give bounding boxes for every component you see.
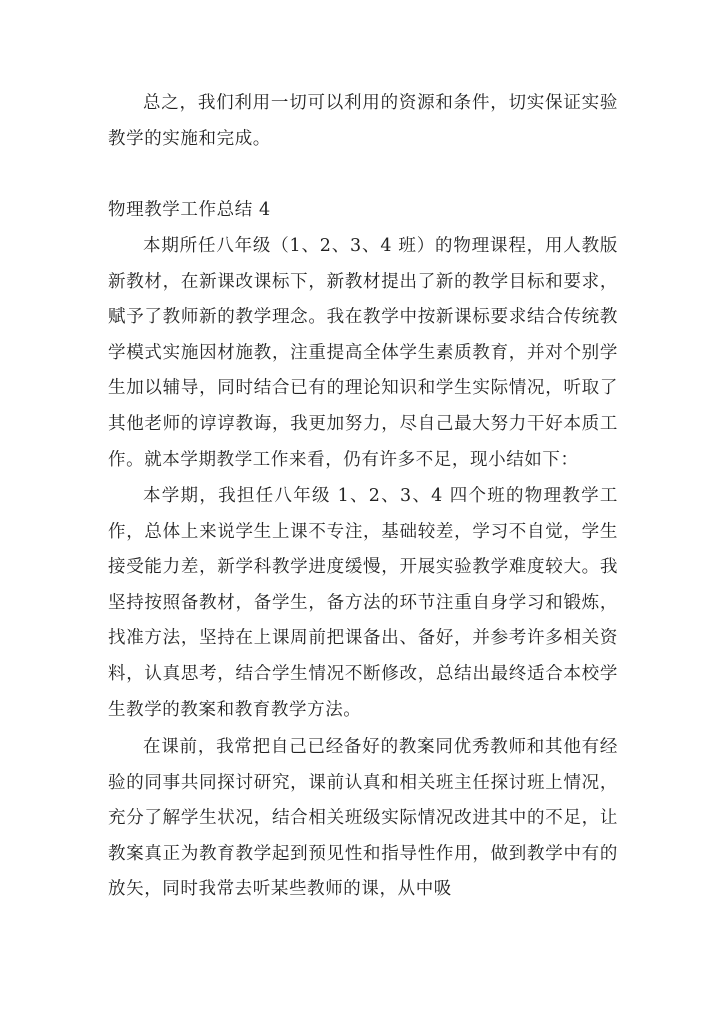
section-heading: 物理教学工作总结 4 xyxy=(108,200,271,220)
paragraph-semester: 本学期，我担任八年级 1、2、3、4 四个班的物理教学工作，总体上来说学生上课不专注，基础较差，学习不自觉，学生接受能力差，新学科教学进度缓慢，开展实验教学难度较大。我坚持按照备教材，备学生，备方法的环节注重自身学习和锻炼，找准方法，坚持在上课周前把课备出、备好，并参考许多相关资料，认真思考，结合学生情况不断修改，总结出最终适合本校学生教学的教案和教育教学方法。 xyxy=(108,486,618,720)
paragraph-intro: 本期所任八年级（1、2、3、4 班）的物理课程，用人教版新教材，在新课改课标下，新教材提出了新的教学目标和要求，赋予了教师新的教学理念。我在教学中按新课标要求结合传统教学模式实施因材施教，注重提高全体学生素质教育，并对个别学生加以辅导，同时结合已有的理论知识和学生实际情况，听取了其他老师的谆谆教诲，我更加努力，尽自己最大努力干好本质工作。就本学期教学工作来看，仍有许多不足，现小结如下： xyxy=(108,236,618,470)
paragraph-conclusion: 总之，我们利用一切可以利用的资源和条件，切实保证实验教学的实施和完成。 xyxy=(108,93,618,149)
paragraph-before-class: 在课前，我常把自己已经备好的教案同优秀教师和其他有经验的同事共同探讨研究，课前认真和相关班主任探讨班上情况，充分了解学生状况，结合相关班级实际情况改进其中的不足，让教案真正为教育教学起到预见性和指导性作用，做到教学中有的放矢，同时我常去听某些教师的课，从中吸 xyxy=(108,737,618,900)
